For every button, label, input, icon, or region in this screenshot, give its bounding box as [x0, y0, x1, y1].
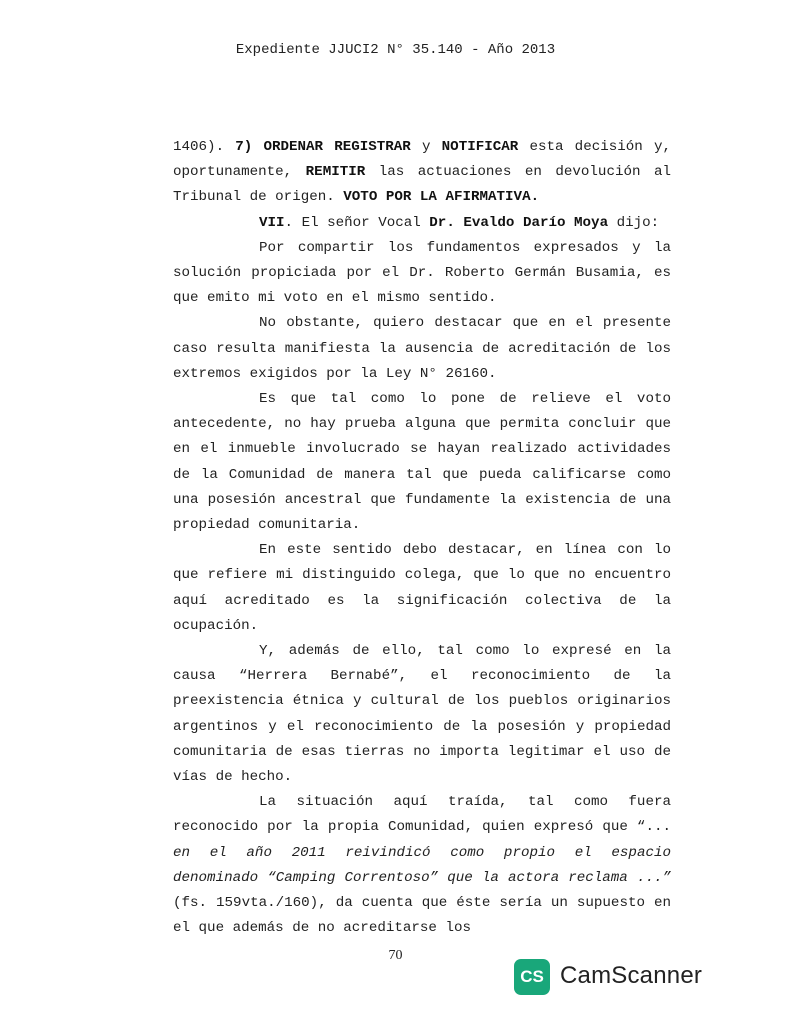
- bold-run: 7) ORDENAR REGISTRAR: [235, 139, 411, 155]
- text-run: dijo:: [608, 214, 660, 231]
- paragraph-7: Y, además de ello, tal como lo expresé en la causa “Herrera Bernabé”, el reconocimiento de la preexistencia étnica y cultural de los pueblos originarios argentinos y el reconocimiento de la posesión y propiedad comunitaria de esas tierras no importa legitimar el uso de vías de hecho.: [173, 643, 671, 786]
- text-run: La situación aquí traída, tal como fuera reconocido por la propia Comunidad, quien expresó que “...: [173, 794, 671, 836]
- text-run: esta decisión y, oportunamente,: [173, 139, 671, 181]
- text-run: . El señor Vocal: [284, 214, 430, 231]
- text-run: 1406).: [173, 139, 236, 155]
- judge-name: Dr. Evaldo Darío Moya: [429, 214, 609, 231]
- bold-run: NOTIFICAR: [441, 139, 519, 155]
- text-run: (fs. 159vta./160), da cuenta que éste sería un supuesto en el que además de no acreditarse los: [173, 895, 671, 937]
- page-number: 70: [388, 948, 403, 963]
- camscanner-brand: CamScanner: [560, 962, 703, 989]
- paragraph-6: En este sentido debo destacar, en línea con lo que refiere mi distinguido colega, que lo que no encuentro aquí acreditado es la significación colectiva de la ocupación.: [173, 542, 671, 634]
- text-run: las actuaciones en devolución al Tribunal de origen.: [173, 164, 671, 206]
- paragraph-8: [173, 790, 671, 941]
- text-run: y: [410, 139, 442, 155]
- bold-run: REMITIR: [305, 164, 366, 181]
- paragraph-5: Es que tal como lo pone de relieve el voto antecedente, no hay prueba alguna que permita concluir que en el inmueble involucrado se hayan realizado actividades de la Comunidad de manera tal que pueda calificarse como una posesión ancestral que fundamente la existencia de una propiedad comunitaria.: [173, 391, 671, 534]
- paragraph-1: [173, 135, 671, 211]
- document-body: [173, 135, 671, 942]
- paragraph-3: Por compartir los fundamentos expresados y la solución propiciada por el Dr. Roberto Germán Busamia, es que emito mi voto en el mismo sentido.: [173, 239, 671, 307]
- paragraph-4: No obstante, quiero destacar que en el presente caso resulta manifiesta la ausencia de acreditación de los extremos exigidos por la Ley N° 26160.: [173, 315, 671, 382]
- bold-run: VOTO POR LA AFIRMATIVA.: [343, 189, 540, 206]
- quoted-citation: en el año 2011 reivindicó como propio el espacio denominado “Camping Correntoso” que la actora reclama ...”: [173, 844, 671, 886]
- camscanner-logo-icon: CS: [514, 959, 550, 995]
- section-number: VII: [259, 214, 285, 231]
- paragraph-2: [173, 211, 671, 236]
- page-header: Expediente JJUCI2 N° 35.140 - Año 2013: [235, 42, 556, 58]
